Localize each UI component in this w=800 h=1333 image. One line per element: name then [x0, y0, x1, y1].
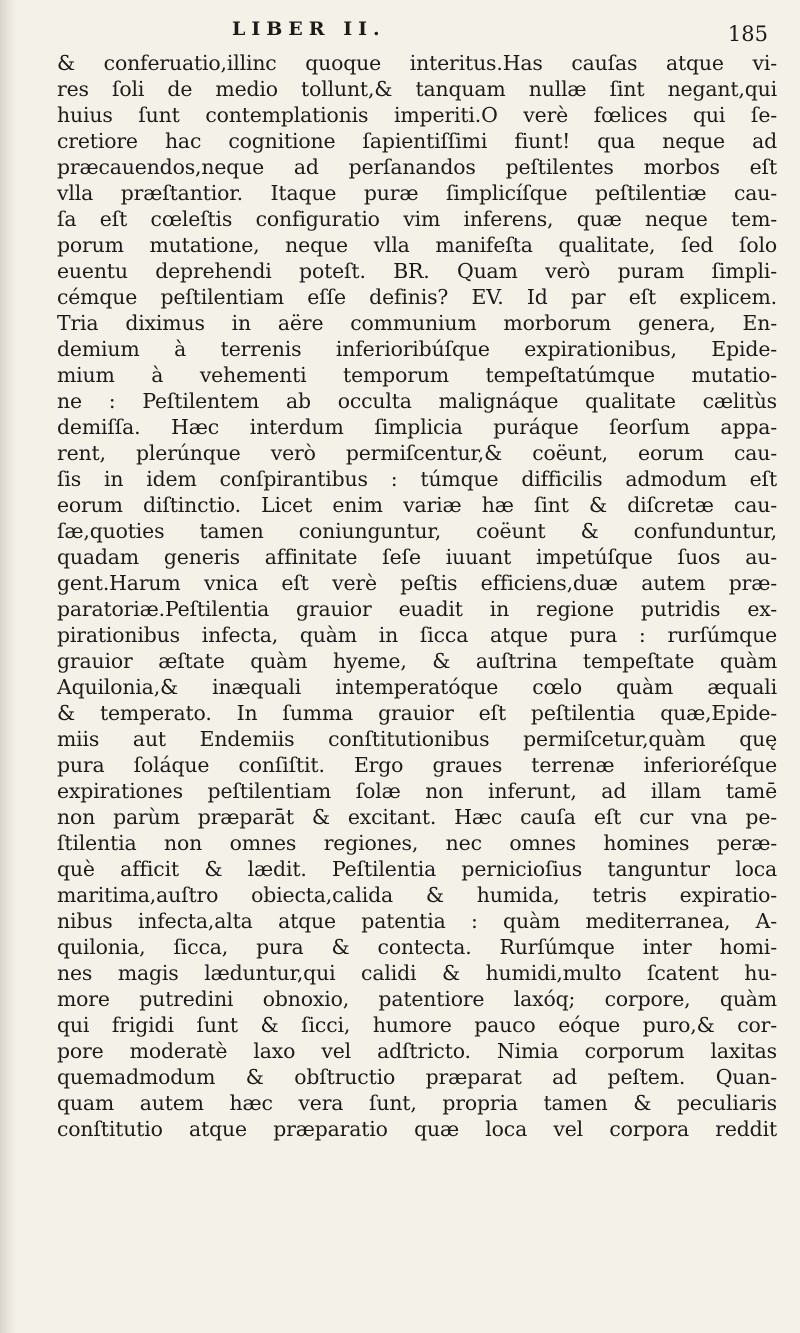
- text-line: paratoriæ.Peſtilentia grauior euadit in regione putridis ex-: [57, 597, 777, 621]
- text-line: Aquilonia,& inæquali intemperatóque cœlo quàm æquali: [57, 675, 777, 699]
- text-line: ſæ,quoties tamen coniunguntur, coëunt & confunduntur,: [57, 519, 777, 543]
- text-line: præcauendos,neque ad perſanandos peſtilentes morbos eſt: [57, 155, 777, 179]
- text-line: porum mutatione, neque vlla manifeſta qualitate, ſed ſolo: [57, 233, 777, 257]
- text-line: cémque peſtilentiam eſſe definis? EV. Id par eſt explicem.: [57, 285, 777, 309]
- text-line: mium à vehementi temporum tempeſtatúmque mutatio-: [57, 363, 777, 387]
- text-line: grauior æſtate quàm hyeme, & auſtrina tempeſtate quàm: [57, 649, 777, 673]
- text-line: gent.Harum vnica eſt verè peſtis efficiens,duæ autem præ-: [57, 571, 777, 595]
- text-line: nibus infecta,alta atque patentia : quàm mediterranea, A-: [57, 909, 777, 933]
- text-line: euentu deprehendi poteſt. BR. Quam verò puram ſimpli-: [57, 259, 777, 283]
- text-line: vlla præſtantior. Itaque puræ ſimplicíſque peſtilentiæ cau-: [57, 181, 777, 205]
- text-line: ne : Peſtilentem ab occulta malignáque qualitate cælitùs: [57, 389, 777, 413]
- text-line: què afficit & lædit. Peſtilentia pernicioſius tanguntur loca: [57, 857, 777, 881]
- text-line: miis aut Endemiis conſtitutionibus permiſcetur,quàm quę: [57, 727, 777, 751]
- text-line: rent, plerúnque verò permiſcentur,& coëunt, eorum cau-: [57, 441, 777, 465]
- text-line: non parùm præparāt & excitant. Hæc cauſa eſt cur vna pe-: [57, 805, 777, 829]
- text-line: quemadmodum & obſtructio præparat ad peſtem. Quan-: [57, 1065, 777, 1089]
- page-number: 185: [727, 22, 768, 46]
- text-line: ſis in idem conſpirantibus : túmque difficilis admodum eſt: [57, 467, 777, 491]
- text-line: & conferuatio,illinc quoque interitus.Has cauſas atque vi-: [57, 51, 777, 75]
- text-line: res ſoli de medio tollunt,& tanquam nullæ ſint negant,qui: [57, 77, 777, 101]
- text-line: ſtilentia non omnes regiones, nec omnes homines peræ-: [57, 831, 777, 855]
- text-line: quam autem hæc vera ſunt, propria tamen & peculiaris: [57, 1091, 777, 1115]
- text-line: quilonia, ſicca, pura & contecta. Rurſúmque inter homi-: [57, 935, 777, 959]
- text-line: cretiore hac cognitione ſapientiſſimi fiunt! qua neque ad: [57, 129, 777, 153]
- text-line: more putredini obnoxio, patentiore laxóq; corpore, quàm: [57, 987, 777, 1011]
- text-line: demium à terrenis inferioribúſque expirationibus, Epide-: [57, 337, 777, 361]
- text-line: huius ſunt contemplationis imperiti.O verè fœlices qui ſe-: [57, 103, 777, 127]
- text-line: ſa eſt cœleſtis configuratio vim inferens, quæ neque tem-: [57, 207, 777, 231]
- page-header: [0, 18, 800, 50]
- text-line: expirationes peſtilentiam ſolæ non inferunt, ad illam tamē: [57, 779, 777, 803]
- body-text: [57, 50, 777, 1142]
- text-line: pirationibus infecta, quàm in ſicca atque pura : rurſúmque: [57, 623, 777, 647]
- binding-shadow: [0, 0, 16, 1333]
- text-line: eorum diſtinctio. Licet enim variæ hæ ſint & diſcretæ cau-: [57, 493, 777, 517]
- text-line: qui frigidi ſunt & ſicci, humore pauco eóque puro,& cor-: [57, 1013, 777, 1037]
- text-line: Tria diximus in aëre communium morborum genera, En-: [57, 311, 777, 335]
- text-line: maritima,auſtro obiecta,calida & humida, tetris expiratio-: [57, 883, 777, 907]
- text-line: pura ſoláque conſiſtit. Ergo graues terrenæ inferioréſque: [57, 753, 777, 777]
- text-line: & temperato. In ſumma grauior eſt peſtilentia quæ,Epide-: [57, 701, 777, 725]
- text-line: quadam generis affinitate ſeſe iuuant impetúſque ſuos au-: [57, 545, 777, 569]
- text-line: demiſſa. Hæc interdum ſimplicia puráque ſeorſum appa-: [57, 415, 777, 439]
- running-head: LIBER II.: [232, 18, 386, 40]
- text-line: conſtitutio atque præparatio quæ loca vel corpora reddit: [57, 1117, 777, 1141]
- text-line: pore moderatè laxo vel adſtricto. Nimia corporum laxitas: [57, 1039, 777, 1063]
- text-line: nes magis læduntur,qui calidi & humidi,multo ſcatent hu-: [57, 961, 777, 985]
